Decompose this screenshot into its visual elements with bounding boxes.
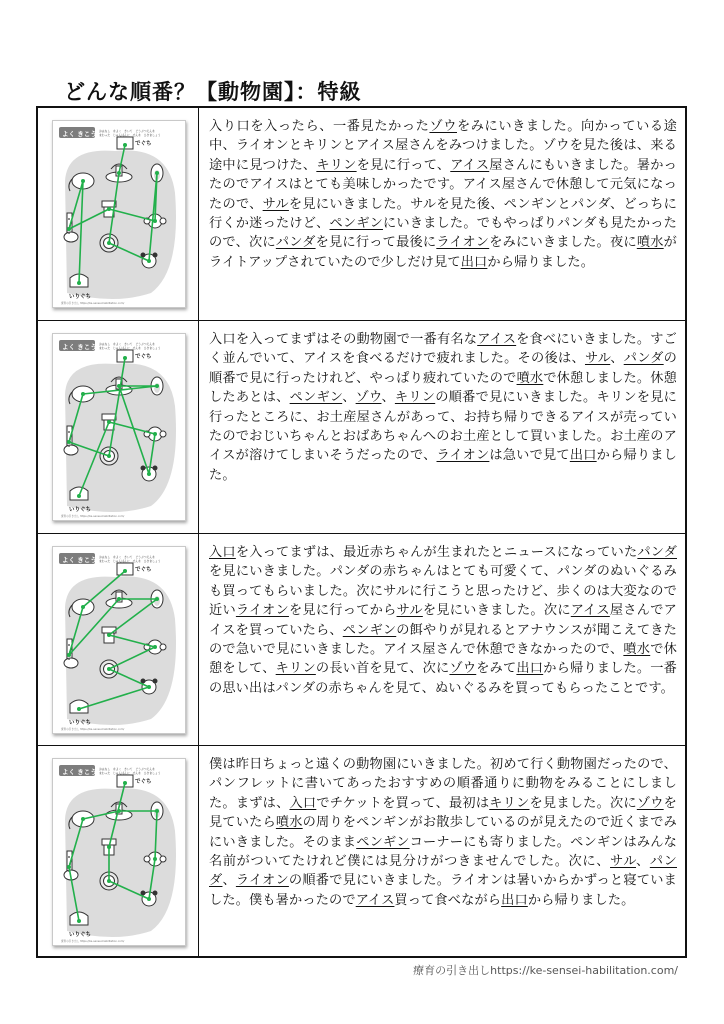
instruction-line: おはなし をよく きいて どうぶつえんを (99, 555, 155, 559)
story-fragment: で休憩しました。休憩したあとは、 (209, 370, 677, 406)
card-credit: 療育の引き出し https://ke-sensei-habilitation.com/ (61, 728, 125, 731)
entrance-label: いりぐち (69, 720, 92, 726)
story-row-4 (38, 746, 685, 956)
story-fragment: を見にいきました。次に (422, 603, 571, 619)
story-fragment: の周りをペンギンがお散歩しているのが見えたので近くまでみにいきました。そのまま (209, 815, 678, 850)
story-row-3 (38, 534, 685, 746)
keyword: パンダ (623, 351, 664, 367)
keyword: 出口 (501, 892, 528, 908)
entrance-label: いりぐち (69, 294, 92, 300)
route-dot (123, 569, 127, 573)
worksheet-table (36, 106, 687, 958)
story-fragment: は急いで見て (489, 448, 570, 464)
route-dot (155, 597, 159, 601)
route-card-cell (38, 321, 199, 533)
story-fragment: 、 (342, 390, 356, 406)
story-fragment: を見に行って、 (356, 157, 451, 173)
route-dot (153, 857, 157, 861)
route-dot (67, 227, 71, 231)
story-row-2 (38, 321, 685, 534)
zoo-map (53, 334, 187, 522)
instruction-line: おはなし をよく きいて どうぶつえんを (99, 342, 155, 346)
route-dot (67, 653, 71, 657)
keyword: 出口 (569, 448, 597, 464)
badge-label: よく きこう (62, 556, 97, 564)
entrance-label: いりぐち (69, 932, 92, 938)
story-cell (199, 746, 685, 956)
keyword: パンダ (209, 854, 677, 889)
story-fragment: 僕は昨日ちょっと遠くの動物園にいきました。初めて行く動物園だったので、パンフレットに書いてあったおすすめの順番通りに動物をみることにしました。まずは、 (209, 757, 677, 811)
story-fragment: 屋さんにもいきました。暑かったのでアイスはとても美味しかったです。アイス屋さんで休憩して元気になったので、 (209, 157, 677, 212)
route-dot (123, 356, 127, 360)
route-dot (81, 817, 85, 821)
card-credit: 療育の引き出し https://ke-sensei-habilitation.com/ (61, 940, 125, 943)
keyword: パンダ (637, 545, 677, 560)
story-fragment: から帰りました。一番の思い出はパンダの赤ちゃんを見て、ぬいぐるみを買ってもらったことです。 (209, 661, 678, 696)
route-dot (117, 597, 121, 601)
route-dot (67, 440, 71, 444)
keyword: 噴水 (636, 235, 664, 251)
keyword: アイス (355, 892, 395, 908)
keyword: ゾウ (429, 119, 457, 134)
story-fragment: の順番で見にいきました。キリンを見に行ったところに、お土産屋さんがあって、お持ち帰りできるアイスが売っていたのでおじいちゃんとおばあちゃんへのお土産として買いました。お土産のアイスが溶けてしまいそうだったので、 (209, 390, 677, 464)
story-fragment: の餌やりが見れるとアナウンスが聞こえてきたので急いで見にいきました。アイス屋さんで休憩できなかったので、 (209, 622, 677, 658)
keyword: 出口 (516, 661, 544, 677)
story-text-2 (209, 330, 677, 485)
keyword: 入口 (289, 795, 317, 811)
keyword: ペンギン (289, 390, 343, 406)
keyword: ゾウ (449, 661, 477, 677)
route-card-cell (38, 534, 199, 745)
keyword: キリン (316, 157, 357, 173)
entrance-gate-icon (70, 487, 88, 500)
keyword: ペンギン (342, 622, 397, 638)
story-cell (199, 108, 685, 320)
story-fragment: から帰りました。 (527, 892, 635, 908)
keyword: サル (584, 351, 611, 367)
keyword: ライオン (436, 448, 490, 464)
route-dot (77, 707, 81, 711)
keyword: ゾウ (355, 390, 382, 406)
story-fragment: を見にいきました。パンダの赤ちゃんはとても可愛くて、パンダのぬいぐるみも買ってもらいました。次にサルに行こうと思ったけど、歩くのは大変なので近い (209, 564, 677, 619)
route-card-cell (38, 746, 199, 956)
story-fragment: 、 (381, 390, 395, 406)
exit-label: でぐち (135, 567, 152, 573)
keyword: 出口 (460, 254, 488, 270)
route-dot (123, 781, 127, 785)
story-fragment: にいきました。でもやっぱりパンダも見たかったので、次に (209, 216, 677, 251)
route-dot (155, 809, 159, 813)
route-dot (117, 171, 121, 175)
keyword: ペンギン (329, 216, 383, 232)
badge-label: よく きこう (62, 130, 97, 138)
route-dot (81, 392, 85, 396)
route-card-3 (52, 546, 186, 734)
badge-label: よく きこう (62, 343, 97, 351)
story-fragment: 、 (610, 351, 624, 367)
instruction-line: まわった じゅんばんに せんを ひきましょう (99, 133, 161, 137)
story-fragment: 、 (222, 873, 236, 889)
route-dot (107, 207, 111, 211)
keyword: パンダ (275, 235, 316, 251)
story-fragment: を見に行って最後に (315, 235, 437, 251)
route-dot (77, 919, 81, 923)
route-dot (147, 259, 151, 263)
story-fragment: を見ました。次に (529, 795, 637, 811)
route-dot (81, 605, 85, 609)
keyword: ゾウ (636, 795, 664, 811)
story-text-4 (209, 755, 677, 910)
keyword: サル (610, 854, 636, 870)
story-fragment: から帰りました。 (209, 448, 678, 483)
route-dot (155, 384, 159, 388)
keyword: キリン (275, 661, 316, 677)
story-fragment: でチケットを買って、最初は (316, 795, 490, 811)
story-fragment: を見に行ってから (288, 603, 397, 619)
story-fragment: の長い首を見て、次に (315, 661, 450, 677)
keyword: キリン (394, 390, 436, 406)
route-dot (155, 171, 159, 175)
story-fragment: コーナーにも寄りました。ペンギンはみんな名前がついてたけれど僕には見分けがつきませんでした。次に、 (209, 834, 677, 870)
story-fragment: を見にいきました。サルを見た後、ペンギンとパンダ、どっちに行くか迷ったけど、 (209, 196, 677, 232)
route-dot (117, 384, 121, 388)
instruction-line: まわった じゅんばんに せんを ひきましょう (99, 771, 161, 775)
route-dot (107, 879, 111, 883)
route-dot (77, 281, 81, 285)
route-dot (67, 865, 71, 869)
story-fragment: を見ていたら (209, 795, 677, 831)
route-dot (153, 432, 157, 436)
exit-label: でぐち (135, 779, 152, 785)
keyword: 噴水 (623, 642, 651, 658)
story-fragment: を食べにいきました。すごく並んでいて、アイスを食べるだけで疲れました。その後は、 (209, 332, 677, 367)
route-dot (107, 420, 111, 424)
story-fragment: を入ってまずは、最近赤ちゃんが生まれたとニュースになっていた (235, 545, 638, 560)
keyword: 入口 (209, 545, 236, 560)
exit-label: でぐち (135, 354, 152, 360)
instruction-line: おはなし をよく きいて どうぶつえんを (99, 129, 155, 133)
route-dot (107, 454, 111, 458)
route-dot (147, 472, 151, 476)
route-dot (77, 494, 81, 498)
footer-credit: 療育の引き出しhttps://ke-sensei-habilitation.com/ (413, 964, 678, 977)
badge-label: よく きこう (62, 768, 97, 776)
route-card-1 (52, 120, 186, 308)
route-dot (107, 845, 111, 849)
story-text-1 (209, 117, 677, 272)
route-dot (147, 897, 151, 901)
route-dot (123, 143, 127, 147)
card-credit: 療育の引き出し https://ke-sensei-habilitation.com/ (61, 515, 125, 518)
keyword: ライオン (235, 873, 289, 889)
route-card-4 (52, 758, 186, 946)
route-dot (107, 633, 111, 637)
instruction-line: まわった じゅんばんに せんを ひきましょう (99, 346, 161, 350)
keyword: ライオン (235, 603, 289, 619)
story-fragment: で休憩をして、 (209, 642, 677, 677)
route-card-cell (38, 108, 199, 320)
story-row-1 (38, 108, 685, 321)
story-cell (199, 534, 685, 745)
instruction-line: まわった じゅんばんに せんを ひきましょう (99, 559, 161, 563)
route-dot (153, 645, 157, 649)
zoo-map (53, 547, 187, 735)
route-dot (107, 667, 111, 671)
route-dot (117, 809, 121, 813)
story-text-3 (209, 543, 677, 698)
story-fragment: をみて (476, 661, 517, 677)
story-fragment: をみにいきました。夜に (489, 235, 637, 251)
keyword: サル (262, 196, 289, 212)
exit-label: でぐち (135, 141, 152, 147)
keyword: ライオン (436, 235, 490, 251)
route-card-2 (52, 333, 186, 521)
story-fragment: 、 (635, 854, 650, 870)
keyword: サル (396, 603, 423, 619)
story-fragment: 入り口を入ったら、一番見たかった (209, 119, 430, 134)
route-dot (153, 219, 157, 223)
zoo-map (53, 121, 187, 309)
story-fragment: の順番で見にいきました。ライオンは暑いからかずっと寝ていました。僕も暑かったので (209, 873, 678, 908)
keyword: アイス (570, 603, 610, 619)
story-fragment: の順番で見に行ったけれど、やっぱり疲れていたので (209, 351, 677, 386)
zoo-map (53, 759, 187, 947)
keyword: アイス (477, 332, 517, 347)
keyword: 噴水 (516, 370, 544, 386)
story-fragment: 入口を入ってまずはその動物園で一番有名な (209, 332, 478, 347)
route-dot (147, 685, 151, 689)
story-fragment: をみにいきました。向かっている途中、ライオンとキリンとアイス屋さんをみつけました。ゾウを見た後は、来る途中に見つけた、 (209, 119, 677, 173)
card-credit: 療育の引き出し https://ke-sensei-habilitation.com/ (61, 302, 125, 305)
story-fragment: 買って食べながら (394, 892, 502, 908)
keyword: アイス (450, 157, 490, 173)
entrance-label: いりぐち (69, 507, 92, 513)
story-fragment: から帰りました。 (487, 254, 595, 270)
story-fragment: がライトアップされていたので少しだけ見て (209, 235, 677, 270)
keyword: 噴水 (275, 815, 303, 831)
keyword: キリン (489, 795, 530, 811)
route-dot (107, 241, 111, 245)
keyword: ペンギン (356, 834, 410, 850)
page-title: どんな順番？【動物園】：特級 (64, 80, 362, 104)
route-dot (81, 179, 85, 183)
story-cell (199, 321, 685, 533)
instruction-line: おはなし をよく きいて どうぶつえんを (99, 767, 155, 771)
story-fragment: 屋さんでアイスを買っていたら、 (209, 603, 677, 638)
